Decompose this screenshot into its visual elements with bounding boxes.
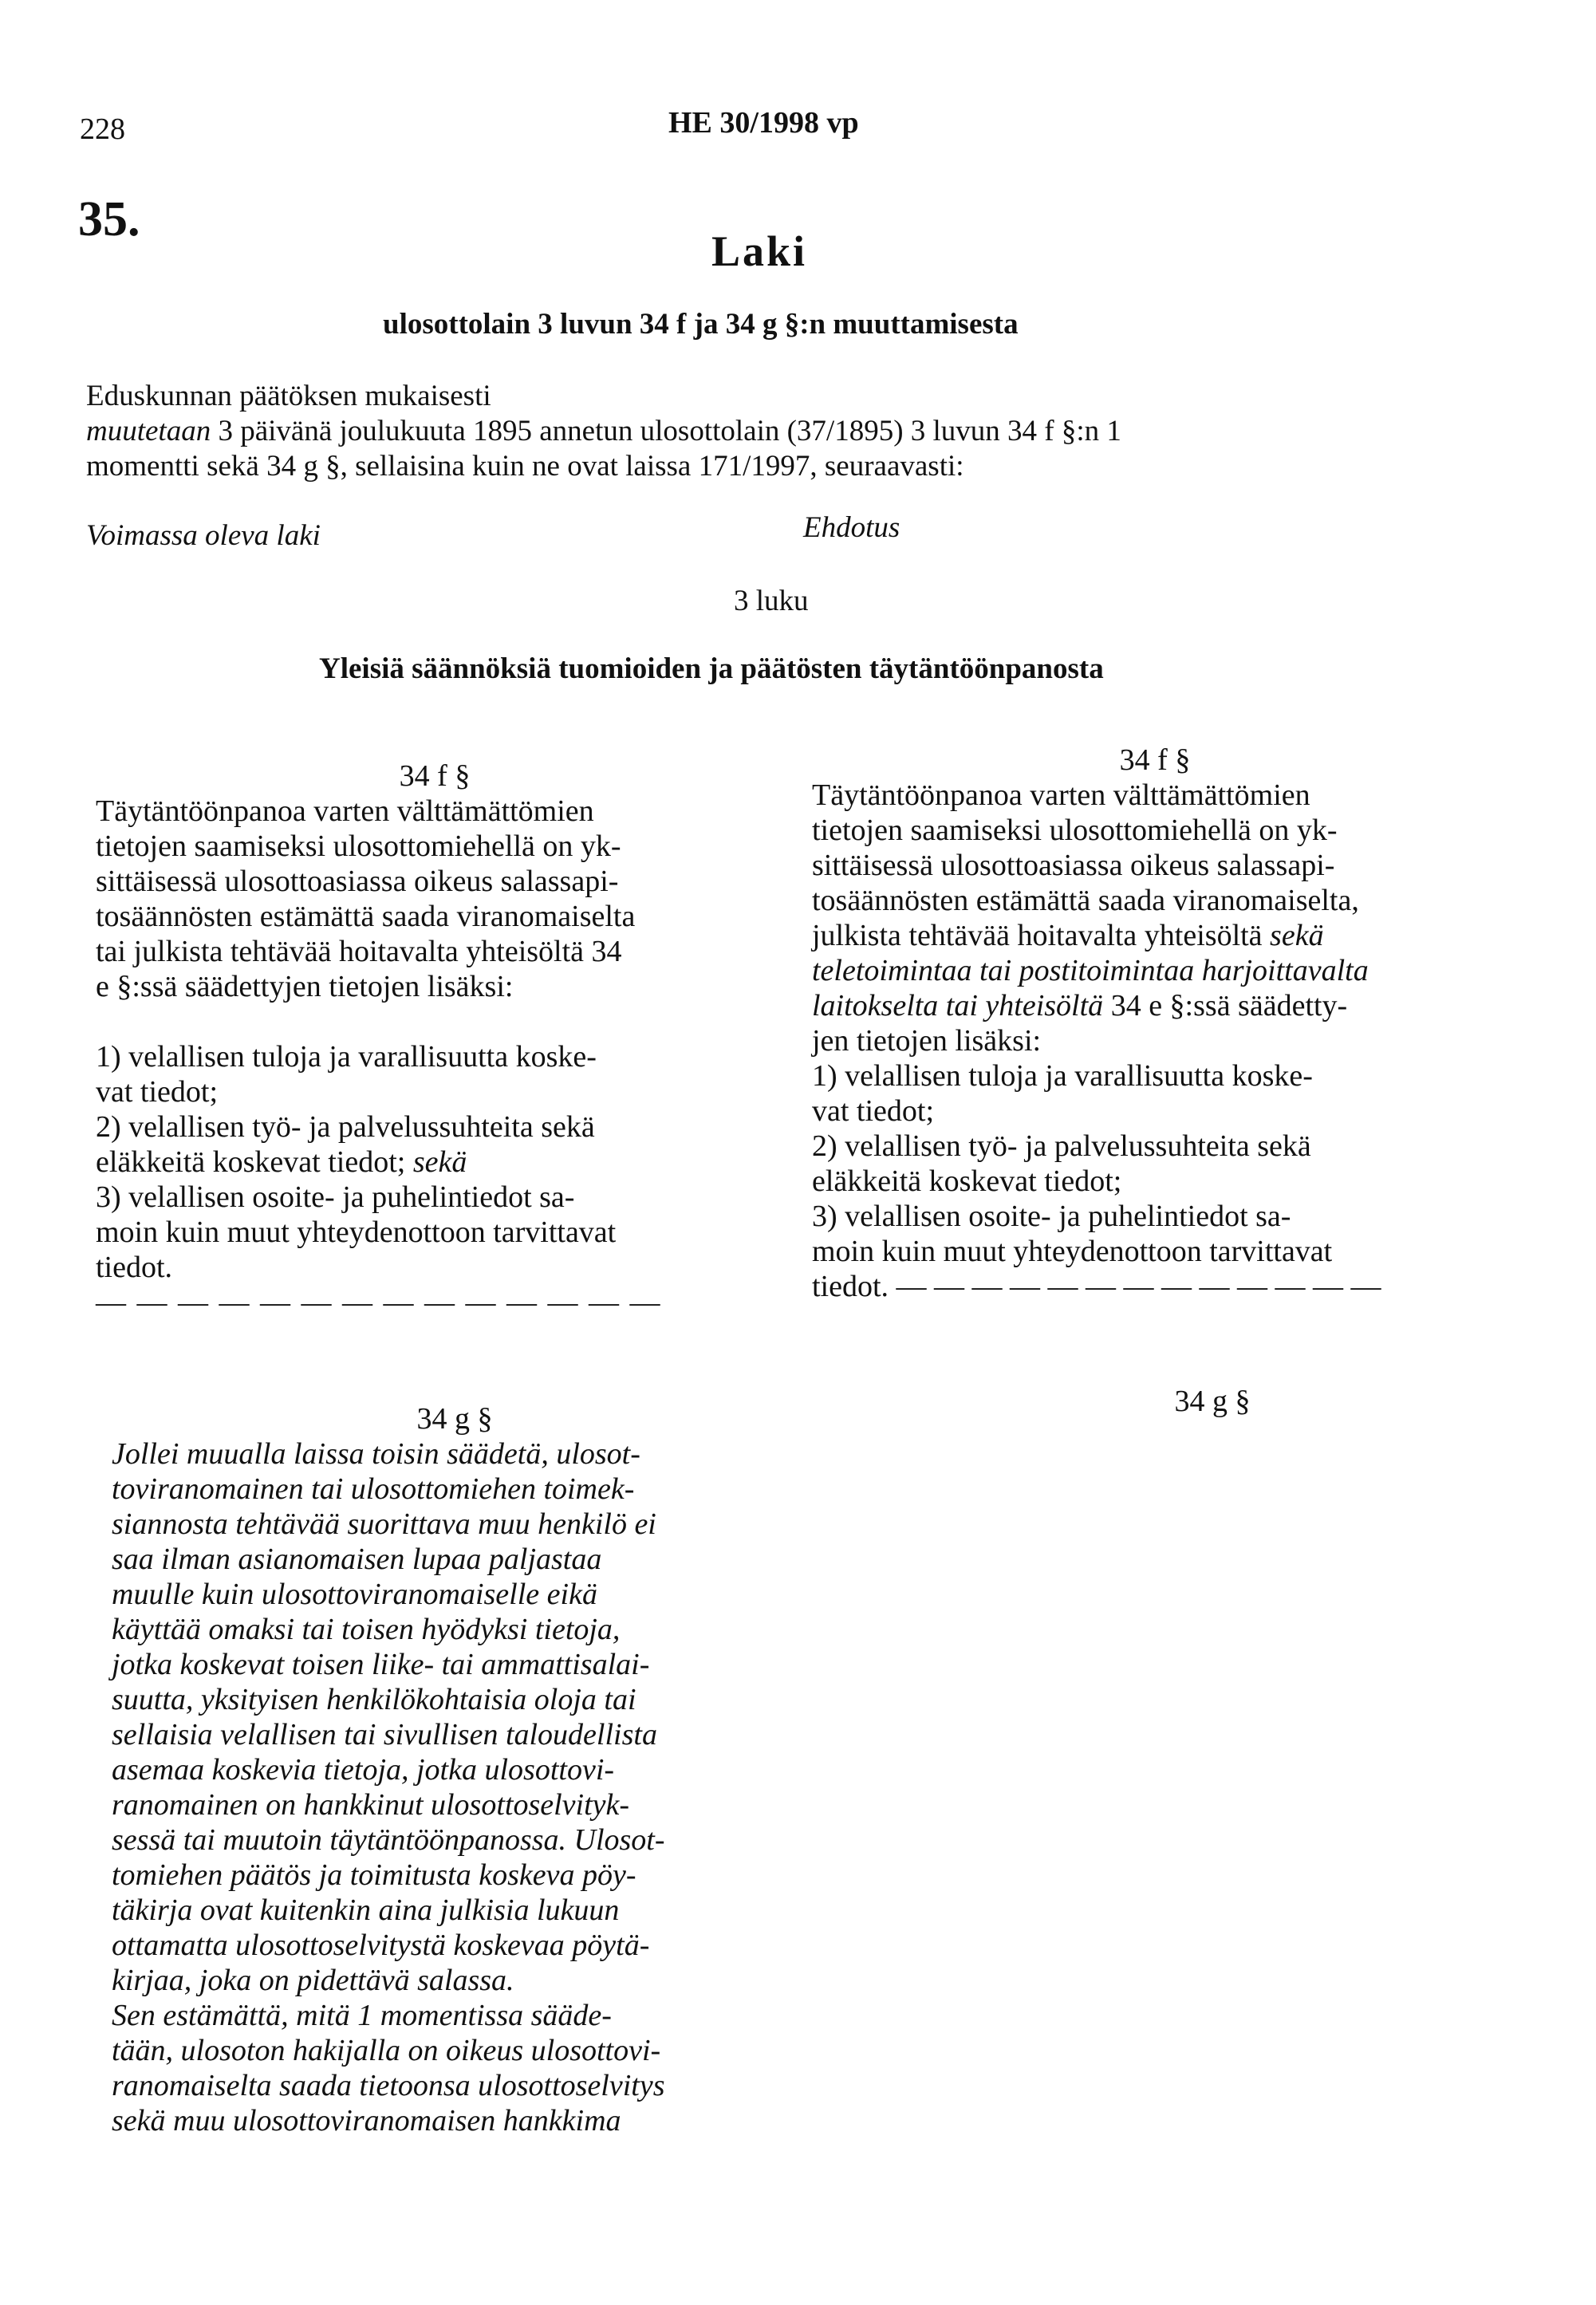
text-line: jen tietojen lisäksi: [812, 1024, 1042, 1058]
emphasis: teletoimintaa tai postitoimintaa harjoittavalta [812, 954, 1369, 987]
text-line: ranomaiselta saada tietoonsa ulosottoselvitys [112, 2069, 665, 2102]
section-heading: 34 g § [1174, 1385, 1251, 1418]
column-heading-proposal: Ehdotus [803, 511, 900, 544]
section-heading: 34 g § [416, 1402, 493, 1436]
section-34g-proposal [1093, 1384, 1332, 1419]
section-heading: 34 f § [399, 759, 471, 793]
section-34f-proposal [812, 743, 1498, 1304]
text-line: suutta, yksityisen henkilökohtaisia oloja tai [112, 1683, 636, 1716]
text-line: toviranomainen tai ulosottomiehen toimek- [112, 1472, 635, 1506]
text-line: sekä muu ulosottoviranomaisen hankkima [112, 2104, 621, 2138]
text-line: vat tiedot; [96, 1075, 219, 1109]
list-item: 1) velallisen tuloja ja varallisuutta koske- [96, 1040, 597, 1074]
omission-dashes: — — — — — — — — — — — — — — [96, 1286, 662, 1319]
chapter-number: 3 luku [734, 585, 809, 617]
text-line: tietojen saamiseksi ulosottomiehellä on yk- [812, 814, 1338, 847]
text-line: Sen estämättä, mitä 1 momentissa sääde- [112, 1999, 612, 2032]
list-item: 2) velallisen työ- ja palvelussuhteita sekä [812, 1129, 1311, 1163]
text-line: Täytäntöönpanoa varten välttämättömien [812, 778, 1310, 812]
text-run: 34 e §:ssä säädetty- [1103, 989, 1348, 1022]
text-line: tiedot. [96, 1251, 173, 1284]
text-line: jotka koskevat toisen liike- tai ammattisalai- [112, 1648, 650, 1681]
law-title: Laki [711, 227, 808, 275]
text-line [812, 1269, 1498, 1304]
text-line: Jollei muualla laissa toisin säädetä, ulosot- [112, 1437, 640, 1471]
intro-line: Eduskunnan päätöksen mukaisesti [86, 380, 491, 412]
intro-text: 3 päivänä joulukuuta 1895 annetun ulosottolain (37/1895) 3 luvun 34 f §:n 1 [211, 415, 1121, 447]
text-run: julkista tehtävää hoitavalta yhteisöltä [812, 919, 1271, 952]
text-line: e §:ssä säädettyjen tietojen lisäksi: [96, 970, 514, 1003]
text-line: ottamatta ulosottoselvitystä koskevaa pöytä- [112, 1929, 650, 1962]
text-line: sittäisessä ulosottoasiassa oikeus salassapi- [96, 865, 619, 898]
emphasis: sekä [412, 1145, 467, 1179]
text-line: täkirja ovat kuitenkin aina julkisia lukuun [112, 1893, 620, 1927]
text-line: tomiehen päätös ja toimitusta koskeva pöy- [112, 1858, 636, 1892]
section-34f-current [96, 758, 774, 1320]
text-line: tietojen saamiseksi ulosottomiehellä on yk- [96, 829, 621, 863]
text-line: tai julkista tehtävää hoitavalta yhteisöltä 34 [96, 935, 622, 968]
text-line: siannosta tehtävää suorittava muu henkilö ei [112, 1507, 656, 1541]
text-line [812, 918, 1498, 953]
text-line: käyttää omaksi tai toisen hyödyksi tietoja, [112, 1613, 621, 1646]
emphasis: sekä [1270, 919, 1324, 952]
text-line: muulle kuin ulosottoviranomaiselle eikä [112, 1578, 597, 1611]
text-line: Täytäntöönpanoa varten välttämättömien [96, 794, 594, 828]
text-line: asemaa koskevia tietoja, jotka ulosottovi- [112, 1753, 615, 1787]
section-number: 35. [78, 192, 140, 246]
text-line: vat tiedot; [812, 1094, 935, 1128]
text-line [812, 988, 1498, 1023]
text-line: ranomainen on hankkinut ulosottoselvityk- [112, 1788, 630, 1822]
text-line: moin kuin muut yhteydenottoon tarvittavat [812, 1235, 1333, 1268]
intro-emphasis: muutetaan [86, 415, 211, 447]
intro-paragraph [86, 379, 1121, 484]
text-line: sessä tai muutoin täytäntöönpanossa. Ulosot- [112, 1823, 665, 1857]
list-item: 1) velallisen tuloja ja varallisuutta koske- [812, 1059, 1313, 1093]
emphasis: laitokselta tai yhteisöltä [812, 989, 1104, 1022]
text-run: tiedot. [812, 1270, 889, 1303]
intro-line: momentti sekä 34 g §, sellaisina kuin ne ovat laissa 171/1997, seuraavasti: [86, 450, 964, 483]
chapter-title: Yleisiä säännöksiä tuomioiden ja päätösten täytäntöönpanosta [319, 652, 1104, 685]
page-number: 228 [80, 112, 125, 146]
document-id: HE 30/1998 vp [668, 106, 859, 140]
text-run: eläkkeitä koskevat tiedot; [96, 1145, 413, 1179]
law-subtitle: ulosottolain 3 luvun 34 f ja 34 g §:n muuttamisesta [383, 308, 1019, 341]
omission-dashes: — — — — — — — — — — — — — [889, 1270, 1381, 1303]
text-line: tosäännösten estämättä saada viranomaiselta [96, 900, 636, 933]
list-item: 3) velallisen osoite- ja puhelintiedot sa- [812, 1200, 1291, 1233]
text-line: sittäisessä ulosottoasiassa oikeus salassapi- [812, 849, 1335, 882]
section-heading: 34 f § [1119, 743, 1191, 777]
text-line: eläkkeitä koskevat tiedot; [812, 1164, 1122, 1198]
text-line: tosäännösten estämättä saada viranomaiselta, [812, 884, 1359, 917]
text-line: moin kuin muut yhteydenottoon tarvittavat [96, 1216, 617, 1249]
text-line: tään, ulosoton hakijalla on oikeus ulosottovi- [112, 2034, 661, 2067]
intro-line [86, 414, 1121, 449]
text-line [96, 1145, 774, 1180]
text-line: saa ilman asianomaisen lupaa paljastaa [112, 1543, 602, 1576]
list-item: 3) velallisen osoite- ja puhelintiedot sa- [96, 1180, 575, 1214]
column-heading-current-law: Voimassa oleva laki [86, 519, 321, 552]
text-line: sellaisia velallisen tai sivullisen taloudellista [112, 1718, 657, 1751]
text-line [812, 953, 1498, 988]
text-line: kirjaa, joka on pidettävä salassa. [112, 1964, 514, 1997]
list-item: 2) velallisen työ- ja palvelussuhteita sekä [96, 1110, 595, 1144]
section-34g-current [112, 1401, 798, 2138]
